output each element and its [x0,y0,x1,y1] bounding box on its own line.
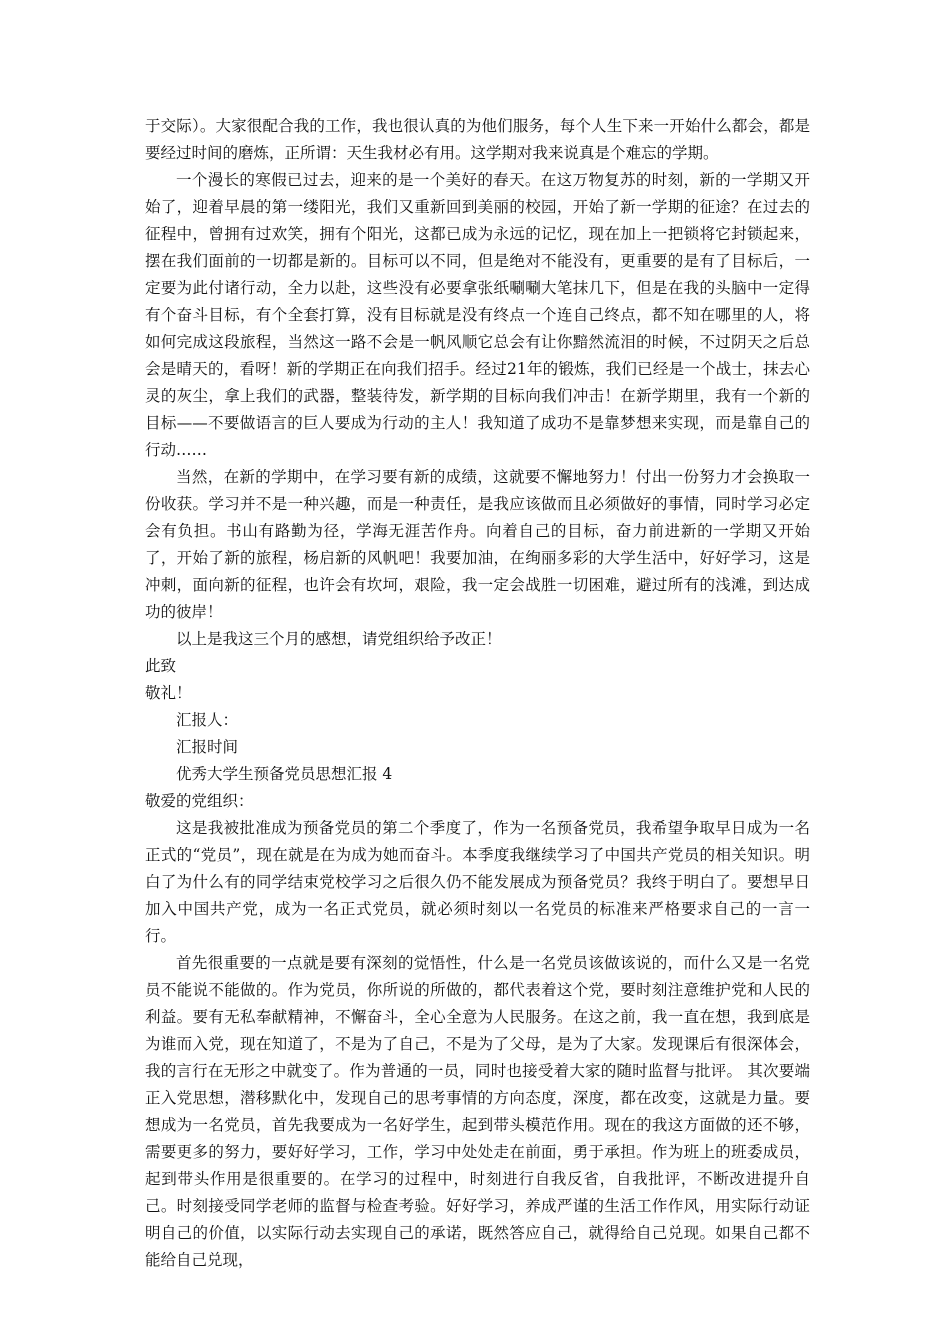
document-page [145,113,810,1274]
salutation-jingli: 敬礼！ [145,684,192,702]
salutation-cizhi: 此致 [145,657,177,675]
paragraph-intro-continuation: 于交际）。大家很配合我的工作，我也很认真的为他们服务，每个人生下来一开始什么都会，都是要经过时间的磨炼，正所谓：天生我材必有用。这学期对我来说真是个难忘的学期。 [145,117,810,162]
report-time-label: 汇报时间 [176,738,239,756]
greeting: 敬爱的党组织： [145,792,254,810]
paragraph-closing-request: 以上是我这三个月的感想，请党组织给予改正！ [176,630,502,648]
paragraph-study-goals: 当然，在新的学期中，在学习要有新的成绩，这就要不懈地努力！付出一份努力才会换取一份收获。学习并不是一种兴趣，而是一种责任，是我应该做而且必须做好的事情，同时学习必定会有负担。书山有路勤为径，学海无涯苦作舟。向着自己的目标，奋力前进新的一学期又开始了，开始了新的旅程，杨启新的风帆吧！我要加油，在绚丽多彩的大学生活中，好好学习，这是冲刺，面向新的征程，也许会有坎坷，艰险，我一定会战胜一切困难，避过所有的浅滩，到达成功的彼岸！ [145,468,810,621]
paragraph-awareness: 首先很重要的一点就是要有深刻的觉悟性，什么是一名党员该做该说的，而什么又是一名党员不能说不能做的。作为党员，你所说的所做的，都代表着这个党，要时刻注意维护党和人民的利益。要有无私奉献精神，不懈奋斗，全心全意为人民服务。在这之前，我一直在想，我到底是为谁而入党，现在知道了，不是为了自己，不是为了父母，是为了大家。发现课后有很深体会，我的言行在无形之中就变了。作为普通的一员，同时也接受着大家的随时监督与批评。 其次要端正入党思想，潜移默化中，发现自己的思考事情的方向态度，深度，都在改变，这就是力量。要想成为一名党员，首先我要成为一名好学生，起到带头模范作用。现在的我这方面做的还不够，需要更多的努力，要好好学习，工作，学习中处处走在前面，勇于承担。作为班上的班委成员，起到带头作用是很重要的。在学习的过程中，时刻进行自我反省，自我批评，不断改进提升自己。时刻接受同学老师的监督与检查考验。好好学习，养成严谨的生活工作作风，用实际行动证明自己的价值，以实际行动去实现自己的承诺，既然答应自己，就得给自己兑现。如果自己都不能给自己兑现， [145,954,810,1269]
section-title: 优秀大学生预备党员思想汇报 4 [176,765,393,783]
paragraph-probationary-member: 这是我被批准成为预备党员的第二个季度了，作为一名预备党员，我希望争取早日成为一名正式的“党员”，现在就是在为成为她而奋斗。本季度我继续学习了中国共产党员的相关知识。明白了为什么有的同学结束党校学习之后很久仍不能发展成为预备党员？我终于明白了。要想早日加入中国共产党，成为一名正式党员，就必须时刻以一名党员的标准来严格要求自己的一言一行。 [145,819,810,945]
paragraph-new-semester: 一个漫长的寒假已过去，迎来的是一个美好的春天。在这万物复苏的时刻，新的一学期又开始了，迎着早晨的第一缕阳光，我们又重新回到美丽的校园，开始了新一学期的征途？在过去的征程中，曾拥有过欢笑，拥有个阳光，这都已成为永远的记忆，现在加上一把锁将它封锁起来，摆在我们面前的一切都是新的。目标可以不同，但是绝对不能没有，更重要的是有了目标后，一定要为此付诸行动，全力以赴，这些没有必要拿张纸唰唰大笔抹几下，但是在我的头脑中一定得有个奋斗目标，有个全套打算，没有目标就是没有终点一个连自己终点，都不知在哪里的人，将如何完成这段旅程，当然这一路不会是一帆风顺它总会有让你黯然流泪的时候，不过阴天之后总会是晴天的，看呀！新的学期正在向我们招手。经过21年的锻炼，我们已经是一个战士，抹去心灵的灰尘，拿上我们的武器，整装待发，新学期的目标向我们冲击！在新学期里，我有一个新的目标——不要做语言的巨人要成为行动的主人！我知道了成功不是靠梦想来实现，而是靠自己的行动…… [145,171,810,459]
reporter-label: 汇报人： [176,711,239,729]
